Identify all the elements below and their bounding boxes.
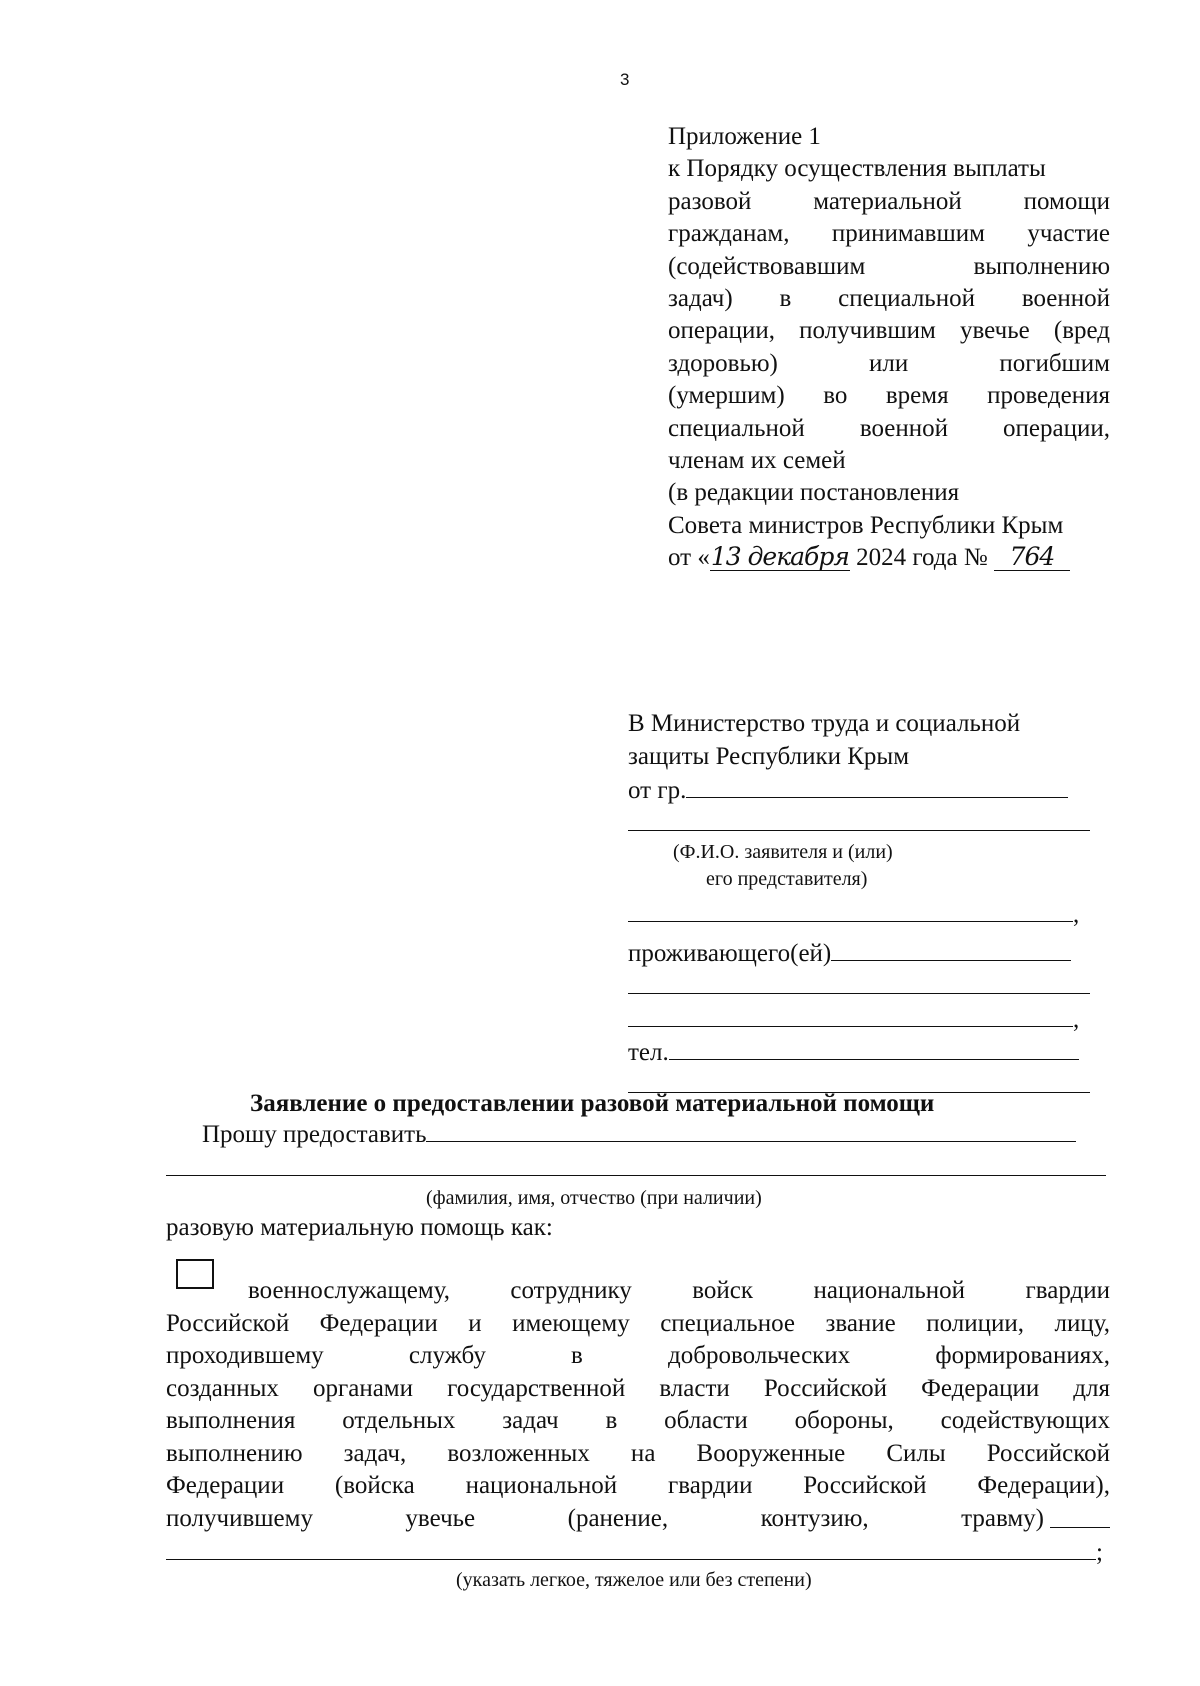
option-last-line bbox=[166, 1503, 1110, 1536]
severity-caption: (указать легкое, тяжелое или без степени) bbox=[456, 1569, 812, 1591]
residing-line bbox=[628, 936, 1098, 969]
from-line bbox=[628, 773, 1098, 806]
appendix-line: операции, получившим увечье (вред bbox=[668, 317, 1110, 345]
address-blank-1[interactable] bbox=[628, 969, 1090, 994]
appendix-line: специальной военной операции, bbox=[668, 414, 1110, 442]
from-blank[interactable] bbox=[686, 773, 1068, 798]
name-blank[interactable] bbox=[166, 1151, 1106, 1176]
option-line: проходившему службу в добровольческих формированиях, bbox=[166, 1342, 1110, 1369]
option-line: Российской Федерации и имеющему специальное звание полиции, лицу, bbox=[166, 1309, 1110, 1337]
name-blank-line bbox=[166, 1151, 1110, 1185]
request-block bbox=[166, 1117, 1110, 1244]
name-caption: (фамилия, имя, отчество (при наличии) bbox=[426, 1187, 762, 1209]
option-paragraph bbox=[166, 1275, 1110, 1593]
option-line: получившему увечье (ранение, контузию, травму) bbox=[166, 1504, 1044, 1532]
comma: , bbox=[1073, 1006, 1080, 1033]
option-line: Федерации (войска национальной гвардии Российской Федерации), bbox=[166, 1472, 1110, 1499]
appendix-title: Приложение 1 bbox=[668, 123, 821, 150]
severity-blank-line bbox=[166, 1535, 1110, 1567]
phone-blank[interactable] bbox=[669, 1035, 1079, 1060]
date-prefix: от « bbox=[668, 544, 710, 572]
appendix-date-line bbox=[668, 542, 1110, 574]
residing-label: проживающего(ей) bbox=[628, 940, 832, 967]
appendix-block bbox=[668, 121, 1110, 575]
date-middle: 2024 года № bbox=[849, 544, 994, 572]
appendix-line: к Порядку осуществления выплаты bbox=[668, 155, 1046, 183]
as-label: разовую материальную помощь как: bbox=[166, 1214, 553, 1241]
fio-extra-blank[interactable] bbox=[628, 897, 1073, 922]
severity-blank[interactable] bbox=[166, 1535, 1096, 1560]
addressee-block bbox=[628, 707, 1098, 1101]
fio-caption-1: (Ф.И.О. заявителя и (или) bbox=[673, 841, 893, 863]
appendix-line: разовой материальной помощи bbox=[668, 187, 1110, 215]
page-number: 3 bbox=[620, 70, 630, 89]
request-label: Прошу предоставить bbox=[202, 1121, 427, 1148]
fio-extra-line bbox=[628, 897, 1098, 930]
appendix-line: гражданам, принимавшим участие bbox=[668, 220, 1110, 248]
addressee-line-2: защиты Республики Крым bbox=[628, 743, 910, 770]
appendix-line: (умершим) во время проведения bbox=[668, 382, 1110, 410]
injury-blank[interactable] bbox=[1050, 1503, 1110, 1528]
fio-blank-line bbox=[628, 806, 1098, 839]
address-blank-2[interactable] bbox=[628, 1002, 1073, 1027]
semicolon: ; bbox=[1096, 1539, 1103, 1566]
phone-line bbox=[628, 1035, 1098, 1068]
residing-blank[interactable] bbox=[831, 936, 1071, 961]
from-label: от гр. bbox=[628, 777, 687, 804]
appendix-line: здоровью) или погибшим bbox=[668, 349, 1110, 377]
appendix-line: членам их семей bbox=[668, 447, 846, 475]
appendix-line: (в редакции постановления bbox=[668, 479, 960, 507]
phone-label: тел. bbox=[628, 1039, 669, 1066]
handwritten-date: 13 декабря bbox=[710, 542, 849, 572]
option-line: военнослужащему, сотруднику войск национальной гвардии bbox=[248, 1277, 1110, 1304]
option-line: созданных органами государственной власти Российской Федерации для bbox=[166, 1374, 1110, 1402]
handwritten-number: 764 bbox=[994, 544, 1070, 571]
fio-blank[interactable] bbox=[628, 806, 1090, 831]
request-blank[interactable] bbox=[426, 1117, 1076, 1142]
appendix-line: задач) в специальной военной bbox=[668, 285, 1110, 313]
address-line-1 bbox=[628, 969, 1098, 1002]
fio-caption-2: его представителя) bbox=[706, 868, 868, 890]
appendix-line: Совета министров Республики Крым bbox=[668, 511, 1064, 539]
addressee-line-1: В Министерство труда и социальной bbox=[628, 710, 1021, 737]
application-title: Заявление о предоставлении разовой материальной помощи bbox=[250, 1090, 935, 1117]
appendix-line: (содействовавшим выполнению bbox=[668, 252, 1110, 280]
request-line bbox=[166, 1117, 1110, 1151]
option-line: выполнению задач, возложенных на Вооруженные Силы Российской bbox=[166, 1439, 1110, 1467]
comma: , bbox=[1073, 901, 1080, 928]
address-line-2 bbox=[628, 1002, 1098, 1035]
option-line: выполнения отдельных задач в области обороны, содействующих bbox=[166, 1407, 1110, 1434]
